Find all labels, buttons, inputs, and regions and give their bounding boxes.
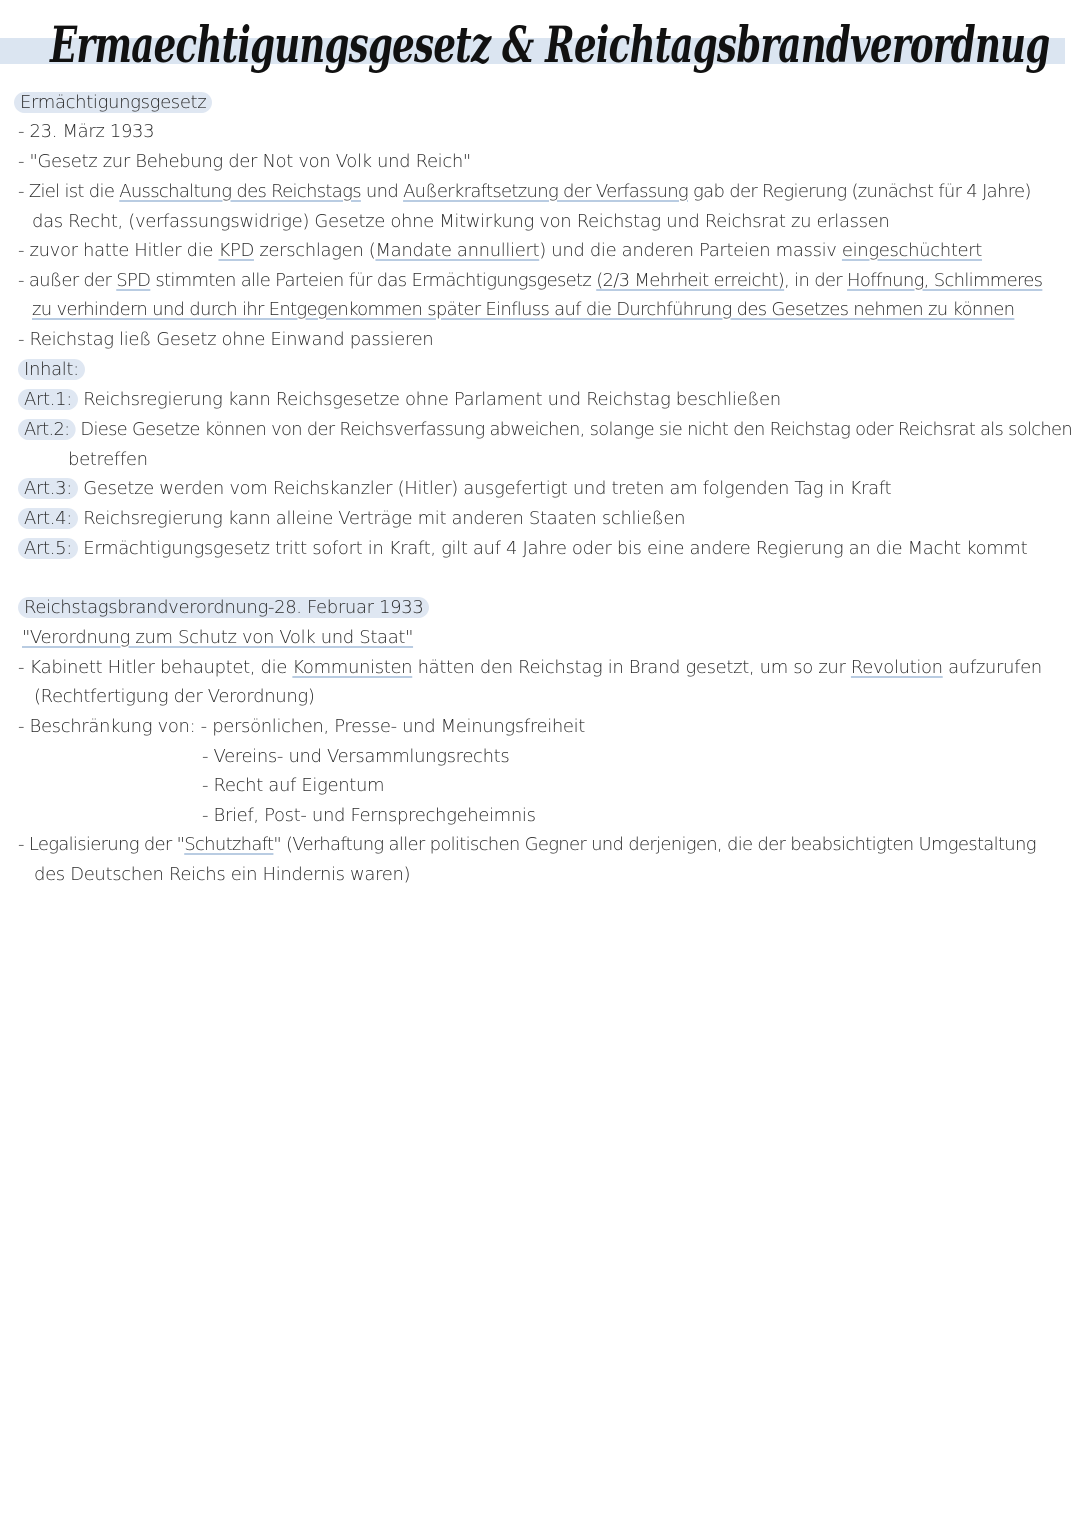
- goal-text-a: - Ziel ist die: [18, 181, 120, 202]
- article-text: Gesetze werden vom Reichskanzler (Hitler) ausgefertigt und treten am folgenden Tag in Kraft: [77, 478, 892, 499]
- article-label: Art.3:: [18, 478, 78, 499]
- article-line: [22, 506, 685, 532]
- spd-line-2: zu verhindern und durch ihr Entgegenkommen später Einfluss auf die Durchführung des Gesetzes nehmen zu können: [32, 299, 1015, 320]
- passed-line: - Reichstag ließ Gesetz ohne Einwand passieren: [18, 329, 434, 350]
- goal-text-b: und: [360, 181, 404, 202]
- spd-text-a: - außer der: [18, 270, 117, 291]
- article-text: Reichsregierung kann alleine Verträge mit anderen Staaten schließen: [77, 508, 686, 529]
- spd-line: [18, 268, 1042, 294]
- restriction-intro: - Beschränkung von:: [18, 716, 201, 737]
- date-line: - 23. März 1933: [18, 121, 155, 142]
- section1-heading: Ermächtigungsgesetz: [14, 92, 212, 113]
- goal-line-2: das Recht, (verfassungswidrige) Gesetze ohne Mitwirkung von Reichstag und Reichsrat zu erlassen: [32, 211, 890, 232]
- article-label: Art.2:: [18, 419, 75, 440]
- article-line: [22, 417, 1072, 443]
- goal-text-c: gab der Regierung (zunächst für 4 Jahre): [688, 181, 1031, 202]
- kpd-text-a: - zuvor hatte Hitler die: [18, 240, 219, 261]
- claim-line: [18, 655, 1042, 681]
- article-text: Reichsregierung kann Reichsgesetze ohne Parlament und Reichstag beschließen: [77, 389, 781, 410]
- article-text: Ermächtigungsgesetz tritt sofort in Kraft, gilt auf 4 Jahre oder bis eine andere Regierung an die Macht kommt: [77, 538, 1028, 559]
- article-continuation: betreffen: [68, 449, 148, 470]
- goal-underline-2: Außerkraftsetzung der Verfassung: [403, 181, 689, 202]
- spd-text-b: stimmten alle Parteien für das Ermächtigungsgesetz: [150, 270, 597, 291]
- claim-text-a: - Kabinett Hitler behauptet, die: [18, 657, 293, 678]
- goal-underline-1: Ausschaltung des Reichstags: [119, 181, 361, 202]
- restriction-item: - Recht auf Eigentum: [202, 775, 385, 796]
- spd-underline-2: (2/3 Mehrheit erreicht): [596, 270, 785, 291]
- article-text: Diese Gesetze können von der Reichsverfassung abweichen, solange sie nicht den Reichstag oder Reichsrat als solchen: [75, 419, 1072, 440]
- article-line: [22, 536, 1027, 562]
- kpd-underline-1: KPD: [218, 240, 254, 261]
- article-line: [22, 476, 891, 502]
- claim-underline-2: Revolution: [850, 657, 943, 678]
- law-name-line: - "Gesetz zur Behebung der Not von Volk und Reich": [18, 151, 471, 172]
- kpd-underline-3: eingeschüchtert: [841, 240, 983, 261]
- kpd-underline-2: Mandate annulliert: [375, 240, 540, 261]
- article-label: Art.5:: [18, 538, 78, 559]
- restriction-item: - Brief, Post- und Fernsprechgeheimnis: [202, 805, 536, 826]
- section2-heading: Reichstagsbrandverordnung-28. Februar 1933: [18, 597, 429, 618]
- section1-heading-line: [18, 90, 212, 116]
- decree-name-line: "Verordnung zum Schutz von Volk und Staat": [22, 627, 414, 648]
- article-label: Art.1:: [18, 389, 78, 410]
- goal-line: [18, 179, 1031, 205]
- spd-text-c: , in der: [784, 270, 848, 291]
- claim-text-b: hätten den Reichstag in Brand gesetzt, um so zur: [412, 657, 851, 678]
- custody-text-a: - Legalisierung der ": [18, 834, 185, 855]
- spd-underline-1: SPD: [116, 270, 151, 291]
- claim-text-c: aufzurufen: [942, 657, 1042, 678]
- custody-text-b: " (Verhaftung aller politischen Gegner und derjenigen, die der beabsichtigten Umgestaltung: [273, 834, 1036, 855]
- restriction-item: - persönlichen, Presse- und Meinungsfreiheit: [200, 716, 586, 737]
- claim-line-2: (Rechtfertigung der Verordnung): [34, 686, 315, 707]
- kpd-line: [18, 238, 982, 264]
- restriction-item: - Vereins- und Versammlungsrechts: [202, 746, 510, 767]
- restriction-line: [18, 714, 585, 740]
- custody-line: [18, 832, 1036, 858]
- article-label: Art.4:: [18, 508, 78, 529]
- section2-heading-line: [22, 595, 429, 621]
- custody-underline: Schutzhaft: [184, 834, 274, 855]
- custody-line-2: des Deutschen Reichs ein Hindernis waren): [34, 864, 411, 885]
- claim-underline-1: Kommunisten: [292, 657, 413, 678]
- kpd-text-b: zerschlagen (: [253, 240, 376, 261]
- inhalt-heading-line: [22, 357, 85, 383]
- inhalt-heading: Inhalt:: [18, 359, 85, 380]
- page-title: Ermaechtigungsgesetz & Reichtagsbrandverordnug: [50, 15, 1050, 74]
- article-line: [22, 387, 781, 413]
- spd-underline-3: Hoffnung, Schlimmeres: [847, 270, 1043, 291]
- kpd-text-c: ) und die anderen Parteien massiv: [539, 240, 842, 261]
